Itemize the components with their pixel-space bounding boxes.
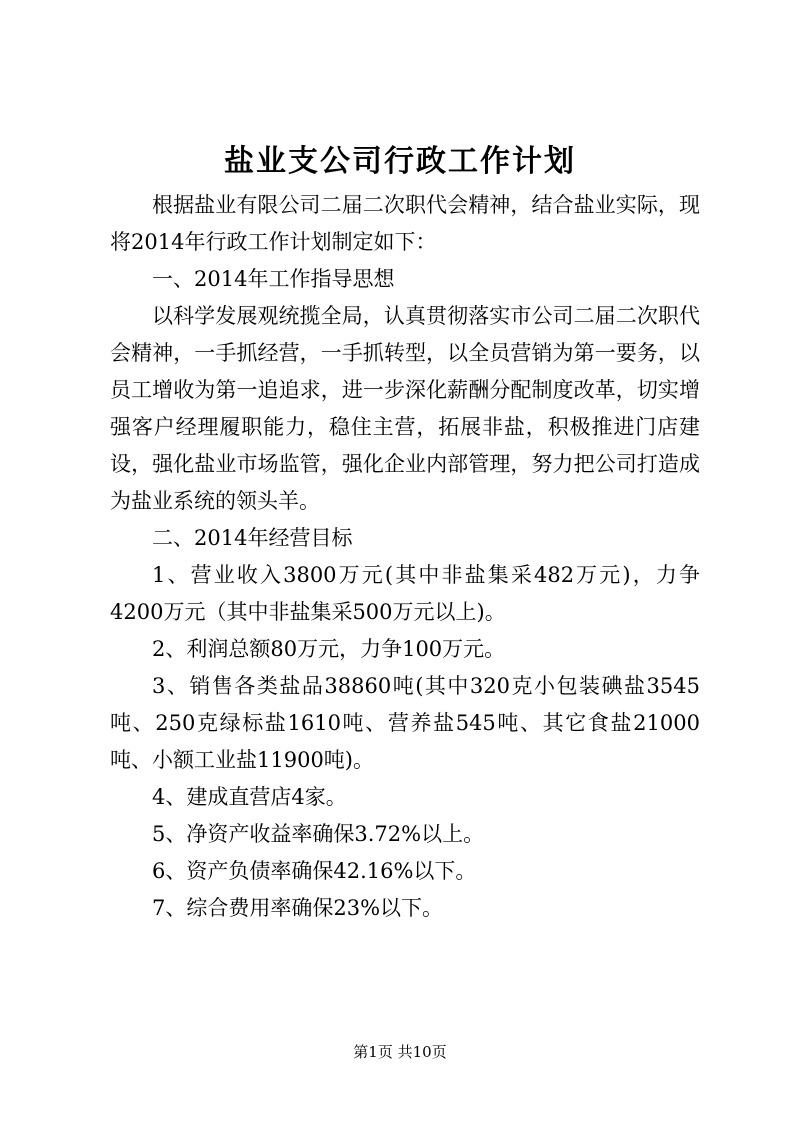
heading-section-1: 一、2014年工作指导思想 <box>152 267 395 291</box>
list-item-revenue: 1、营业收入3800万元(其中非盐集采482万元)，力争4200万元（其中非盐集采500万元以上)。 <box>110 563 700 624</box>
list-item-stores: 4、建成直营店4家。 <box>152 785 347 809</box>
document-title: 盐业支公司行政工作计划 <box>224 144 576 179</box>
list-item-profit: 2、利润总额80万元，力争100万元。 <box>152 637 506 661</box>
document-body <box>110 187 700 927</box>
list-item-debt-ratio: 6、资产负债率确保42.16%以下。 <box>152 859 477 883</box>
paragraph-guiding-thought: 以科学发展观统揽全局，认真贯彻落实市公司二届二次职代会精神，一手抓经营，一手抓转型，以全员营销为第一要务，以员工增收为第一追追求，进一步深化薪酬分配制度改革，切实增强客户经理履职能力，稳住主营，拓展非盐，积极推进门店建设，强化盐业市场监管，强化企业内部管理，努力把公司打造成为盐业系统的领头羊。 <box>110 304 700 513</box>
page-number-footer: 第1页 共10页 <box>353 1043 447 1061</box>
list-item-sales: 3、销售各类盐品38860吨(其中320克小包装碘盐3545吨、250克绿标盐1610吨、营养盐545吨、其它食盐21000吨、小额工业盐11900吨)。 <box>110 674 700 772</box>
heading-section-2: 二、2014年经营目标 <box>152 526 353 550</box>
list-item-roe: 5、净资产收益率确保3.72%以上。 <box>152 822 485 846</box>
paragraph-intro: 根据盐业有限公司二届二次职代会精神，结合盐业实际，现将2014年行政工作计划制定如下： <box>110 193 700 254</box>
list-item-expense-ratio: 7、综合费用率确保23%以下。 <box>152 896 444 920</box>
